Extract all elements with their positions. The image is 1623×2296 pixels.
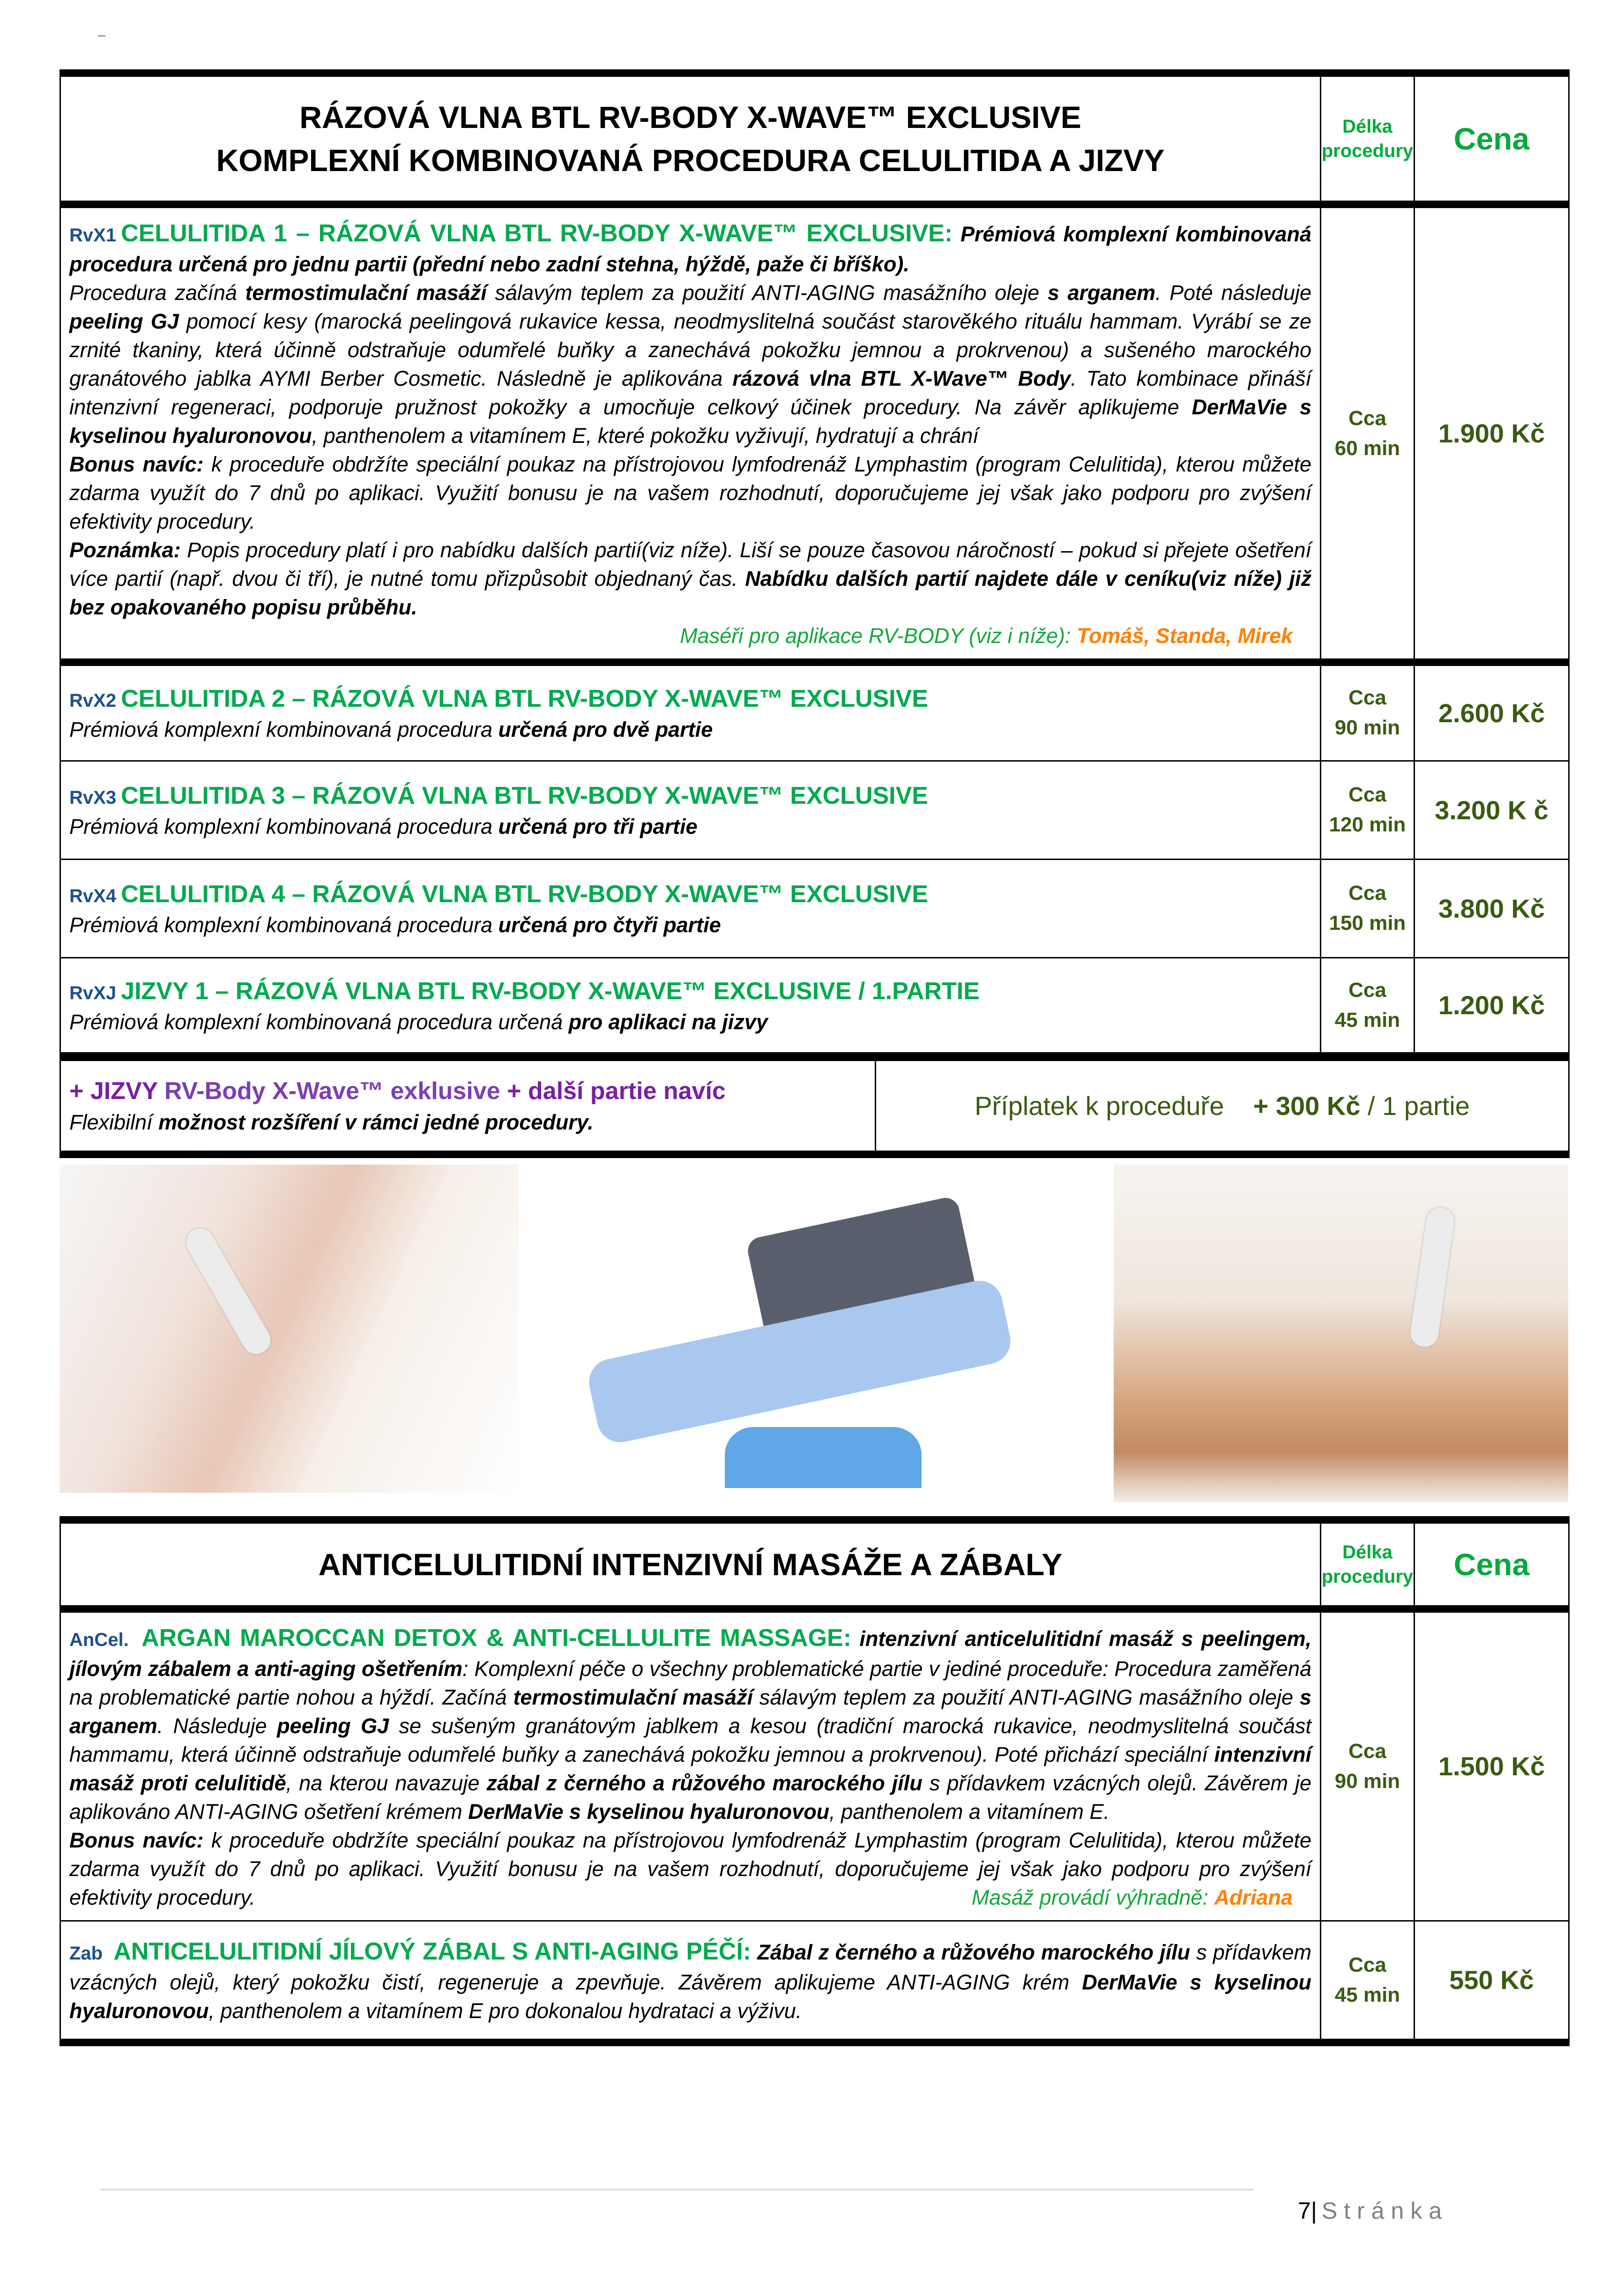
text: , na kterou navazuje: [286, 1771, 487, 1795]
text: pomocí kesy (marocká peelingová rukavice kessa, neodmyslitelná součást starověkého rituálu hammam. Vyrábí se ze zrnité tkaniny, která účinně odstraňuje odumřelé buňky a zanechává pokožku jemnou a prokrvenou) a sušeného marockého granátového jablka AYMI Berber Cosmetic. Následně je aplikována: [69, 309, 1311, 390]
lymphastim-device-photo: [561, 1165, 1053, 1493]
duration-line2: 90 min: [1334, 716, 1400, 740]
item-price: 2.600 Kč: [1415, 662, 1569, 761]
text: . Tato kombinace přináší intenzivní regeneraci, podporuje pružnost pokožky a umocňuje celkový účinek procedury. Na závěr aplikujeme: [69, 366, 1311, 419]
therapists-label: Maséři pro aplikace RV-BODY (viz i níže):: [680, 624, 1077, 648]
item-price: 3.800 Kč: [1415, 859, 1569, 957]
corner-mark: [98, 35, 105, 37]
duration-line1: Cca: [1348, 978, 1386, 1002]
item-code: Zab: [69, 1943, 103, 1964]
therapists-names: Tomáš, Standa, Mirek: [1077, 624, 1293, 648]
item-duration: [1321, 204, 1415, 662]
text: se sušeným granátovým jablkem a kesou (tradiční marocká rukavice, neodmyslitelná součást hammamu, která účinně odstraňuje odumřelé buňky a zanechává pokožku jemnou a prokrvenou). Poté přichází speciální: [69, 1713, 1311, 1766]
table-row: [60, 662, 1569, 761]
note-label: Poznámka:: [69, 538, 181, 562]
duration-line1: Cca: [1348, 1953, 1386, 1976]
item-code: RvX2: [69, 690, 117, 711]
text-bold: peeling GJ: [277, 1713, 389, 1738]
text-bold: pro aplikaci na jizvy: [568, 1010, 768, 1034]
item-duration: [1321, 662, 1415, 761]
duration-line2: 60 min: [1334, 436, 1400, 460]
text: + JIZVY: [69, 1077, 164, 1105]
item-code: RvXJ: [69, 982, 117, 1003]
text: . Poté následuje: [1155, 281, 1311, 305]
text-bold: rázová vlna BTL X-Wave™ Body: [732, 366, 1071, 390]
item-price: 3.200 K č: [1415, 761, 1569, 859]
text-bold: peeling GJ: [69, 309, 179, 333]
text: Prémiová komplexní kombinovaná procedura: [69, 913, 499, 937]
addon-row: [60, 1061, 1569, 1154]
shockwave-body-treatment-photo: [1114, 1165, 1568, 1502]
item-title: CELULITIDA 2 – RÁZOVÁ VLNA BTL RV-BODY X-WAVE™ EXCLUSIVE: [121, 685, 928, 713]
item-duration: [1321, 859, 1415, 957]
item-price: 1.900 Kč: [1415, 204, 1569, 662]
item-price: 1.200 Kč: [1415, 957, 1569, 1056]
duration-line2: 150 min: [1329, 912, 1406, 935]
text: RV-Body X-Wave™ exklusive: [164, 1077, 500, 1105]
bed-base-shape: [725, 1427, 922, 1488]
text: Flexibilní: [69, 1110, 159, 1135]
table-row: [60, 761, 1569, 859]
duration-line2: 120 min: [1329, 813, 1406, 836]
item-duration: [1321, 1921, 1415, 2042]
duration-line1: Cca: [1348, 1739, 1386, 1763]
item-duration: [1321, 957, 1415, 1056]
text: , panthenolem a vitamínem E, které pokožku vyživují, hydratují a chrání: [312, 424, 979, 448]
item-description: [60, 761, 1321, 859]
item-title: ANTICELULITIDNÍ JÍLOVÝ ZÁBAL S ANTI-AGING PÉČÍ:: [113, 1938, 752, 1966]
text: Procedura začíná: [69, 281, 246, 305]
shockwave-foot-treatment-photo: [60, 1165, 519, 1493]
duration-line2: 90 min: [1334, 1769, 1400, 1793]
item-duration: [1321, 1609, 1415, 1921]
table-header-row: [60, 73, 1569, 204]
shockwave-price-table: [60, 69, 1570, 1060]
bonus-label: Bonus navíc:: [69, 1828, 204, 1852]
item-code: AnCel.: [69, 1629, 129, 1650]
item-title: CELULITIDA 3 – RÁZOVÁ VLNA BTL RV-BODY X-WAVE™ EXCLUSIVE: [121, 782, 928, 809]
table-row: [60, 957, 1569, 1056]
addon-table: [60, 1060, 1570, 1158]
item-description: [60, 662, 1321, 761]
duration-header-line1: Délka: [1342, 1541, 1392, 1563]
text: . Následuje: [157, 1713, 277, 1738]
text-bold: určená pro čtyři partie: [498, 913, 721, 937]
price-column-header: Cena: [1415, 1520, 1569, 1609]
text-bold: možnost rozšíření v rámci jedné procedury: [158, 1110, 588, 1135]
item-title: ARGAN MAROCCAN DETOX & ANTI-CELLULITE MASSAGE:: [141, 1624, 851, 1652]
section-title: ANTICELULITIDNÍ INTENZIVNÍ MASÁŽE A ZÁBALY: [60, 1520, 1321, 1609]
photo-strip: [60, 1165, 1568, 1502]
item-description: [60, 859, 1321, 957]
note-text: Popis procedury platí i pro nabídku dalších partií(viz níže). Liší se pouze časovou náročností – pokud si přejete ošetření více partií (např. dvou či tří), je nutné tomu přizpůsobit objednaný čas.: [69, 538, 1311, 591]
text-bold: DerMaVie s kyselinou hyaluronovou: [468, 1799, 830, 1824]
addon-title: [69, 1074, 866, 1108]
therapist-name: Adriana: [1214, 1885, 1293, 1909]
page-separator: |: [1310, 2198, 1317, 2224]
text: s přídavkem vzácných olejů. Závěrem je aplikováno ANTI-AGING ošetření krémem: [69, 1771, 1312, 1824]
table-row: [60, 859, 1569, 957]
text-bold: s arganem: [69, 1685, 1311, 1738]
text-bold: určená pro tři partie: [498, 815, 698, 838]
text: sálavým teplem za použití ANTI-AGING masážního oleje: [752, 1685, 1300, 1709]
text: sálavým teplem za použití ANTI-AGING masážního oleje: [486, 281, 1048, 305]
applicator-icon: [1408, 1205, 1456, 1348]
table-header-row: [60, 1520, 1569, 1609]
text-bold: zábal z černého a růžového marockého jílu: [486, 1771, 923, 1795]
table-row: [60, 204, 1569, 662]
duration-line1: Cca: [1348, 686, 1386, 710]
price-column-header: Cena: [1415, 73, 1569, 204]
item-description: [60, 204, 1321, 662]
text: Prémiová komplexní kombinovaná procedura: [69, 815, 499, 838]
duration-header-line2: procedury: [1321, 141, 1414, 161]
therapists-note: [69, 621, 1311, 650]
item-price: 1.500 Kč: [1415, 1609, 1569, 1921]
item-title: CELULITIDA 4 – RÁZOVÁ VLNA BTL RV-BODY X-WAVE™ EXCLUSIVE: [121, 881, 928, 908]
item-title: JIZVY 1 – RÁZOVÁ VLNA BTL RV-BODY X-WAVE™ EXCLUSIVE / 1.PARTIE: [121, 977, 980, 1005]
table-row: [60, 1921, 1569, 2042]
surcharge-unit: / 1 partie: [1360, 1091, 1470, 1121]
text: , panthenolem a vitamínem E.: [829, 1799, 1109, 1824]
item-price: 550 Kč: [1415, 1921, 1569, 2042]
duration-column-header: [1321, 1520, 1415, 1609]
therapist-note: [69, 1883, 1311, 1912]
text-bold: s arganem: [1047, 281, 1156, 305]
bonus-text: k proceduře obdržíte speciální poukaz na přístrojovou lymfodrenáž Lymphastim (program Celulitida), kterou můžete zdarma využít do 7 dnů po aplikaci. Využití bonusu je na vašem rozhodnutí, doporučujeme jej však jako podporu pro zvýšení efektivity procedury.: [69, 452, 1312, 533]
addon-surcharge: [876, 1061, 1569, 1154]
anticellulite-price-table: [60, 1516, 1570, 2047]
table-row: [60, 1609, 1569, 1921]
item-lead: Prémiová komplexní kombinovaná procedura určená pro jednu partii (přední nebo zadní stehna, hýždě, paže či bříško).: [69, 222, 1311, 276]
item-title: CELULITIDA 1 – RÁZOVÁ VLNA BTL RV-BODY X-WAVE™ EXCLUSIVE:: [121, 220, 953, 247]
text: + další partie navíc: [500, 1077, 726, 1105]
item-lead: Zábal z černého a růžového marockého jílu: [757, 1940, 1191, 1965]
text: Prémiová komplexní kombinovaná procedura: [69, 718, 499, 742]
text-bold: termostimulační masáží: [245, 281, 487, 305]
section-title-line1: RÁZOVÁ VLNA BTL RV-BODY X-WAVE™ EXCLUSIVE: [299, 100, 1081, 135]
text: Prémiová komplexní kombinovaná procedura určená: [69, 1010, 569, 1034]
duration-header-line2: procedury: [1321, 1566, 1414, 1587]
text: , panthenolem a vitamínem E pro dokonalou hydrataci a výživu.: [208, 1999, 802, 2023]
applicator-icon: [181, 1223, 275, 1359]
page: [60, 69, 1568, 2046]
text: : Komplexní péče o všechny problematické partie v jediné proceduře: Procedura zaměřená na problematické partie nohou a hýždí. Začíná: [69, 1656, 1312, 1709]
item-description: [60, 1609, 1321, 1921]
duration-header-line1: Délka: [1342, 116, 1392, 137]
page-number: 7: [1298, 2198, 1311, 2224]
item-lead: intenzivní anticelulitidní masáž s peelingem, jílovým zábalem a anti-aging ošetřením: [69, 1626, 1311, 1681]
page-footer: [1298, 2197, 1448, 2224]
addon-description: [60, 1061, 876, 1154]
text-bold: .: [588, 1110, 594, 1135]
duration-line1: Cca: [1348, 783, 1386, 806]
item-code: RvX3: [69, 787, 117, 808]
text: s přídavkem vzácných olejů, který pokožku čistí, regeneruje a zpevňuje. Závěrem aplikujeme ANTI-AGING krém: [69, 1940, 1311, 1995]
section-title-line2: KOMPLEXNÍ KOMBINOVANÁ PROCEDURA CELULITIDA A JIZVY: [216, 143, 1165, 178]
item-duration: [1321, 761, 1415, 859]
surcharge-label: Příplatek k proceduře: [975, 1091, 1224, 1121]
duration-line1: Cca: [1348, 406, 1386, 430]
page-label: Stránka: [1321, 2198, 1449, 2224]
text-bold: určená pro dvě partie: [498, 718, 713, 742]
item-code: RvX1: [69, 225, 117, 246]
text-bold: intenzivní masáž proti celulitidě: [69, 1742, 1311, 1795]
bonus-label: Bonus navíc:: [69, 452, 204, 476]
therapist-label: Masáž provádí výhradně:: [971, 1885, 1214, 1909]
note-bold: Nabídku dalších partií najdete dále v ceníku(viz níže) již bez opakovaného popisu průběhu.: [69, 567, 1312, 619]
surcharge-amount: + 300 Kč: [1253, 1091, 1361, 1121]
item-code: RvX4: [69, 886, 117, 906]
duration-line2: 45 min: [1334, 1008, 1400, 1032]
bonus-text: k proceduře obdržíte speciální poukaz na přístrojovou lymfodrenáž Lymphastim (program Celulitida), kterou můžete zdarma využít do 7 dnů po aplikaci. Využití bonusu je na vašem rozhodnutí, doporučujeme jej však jako podporu pro zvýšení efektivity procedury.: [69, 1828, 1312, 1909]
item-description: [60, 1921, 1321, 2042]
footer-rule: [101, 2189, 1253, 2191]
text-bold: DerMaVie s kyselinou hyaluronovou: [69, 1970, 1312, 2023]
section-title: [60, 73, 1321, 204]
duration-column-header: [1321, 73, 1415, 204]
text-bold: termostimulační masáží: [513, 1685, 753, 1709]
item-description: [60, 957, 1321, 1056]
duration-line2: 45 min: [1334, 1983, 1400, 2006]
text-bold: DerMaVie s kyselinou hyaluronovou: [69, 395, 1312, 448]
addon-subtitle: [69, 1108, 866, 1137]
duration-line1: Cca: [1348, 882, 1386, 905]
